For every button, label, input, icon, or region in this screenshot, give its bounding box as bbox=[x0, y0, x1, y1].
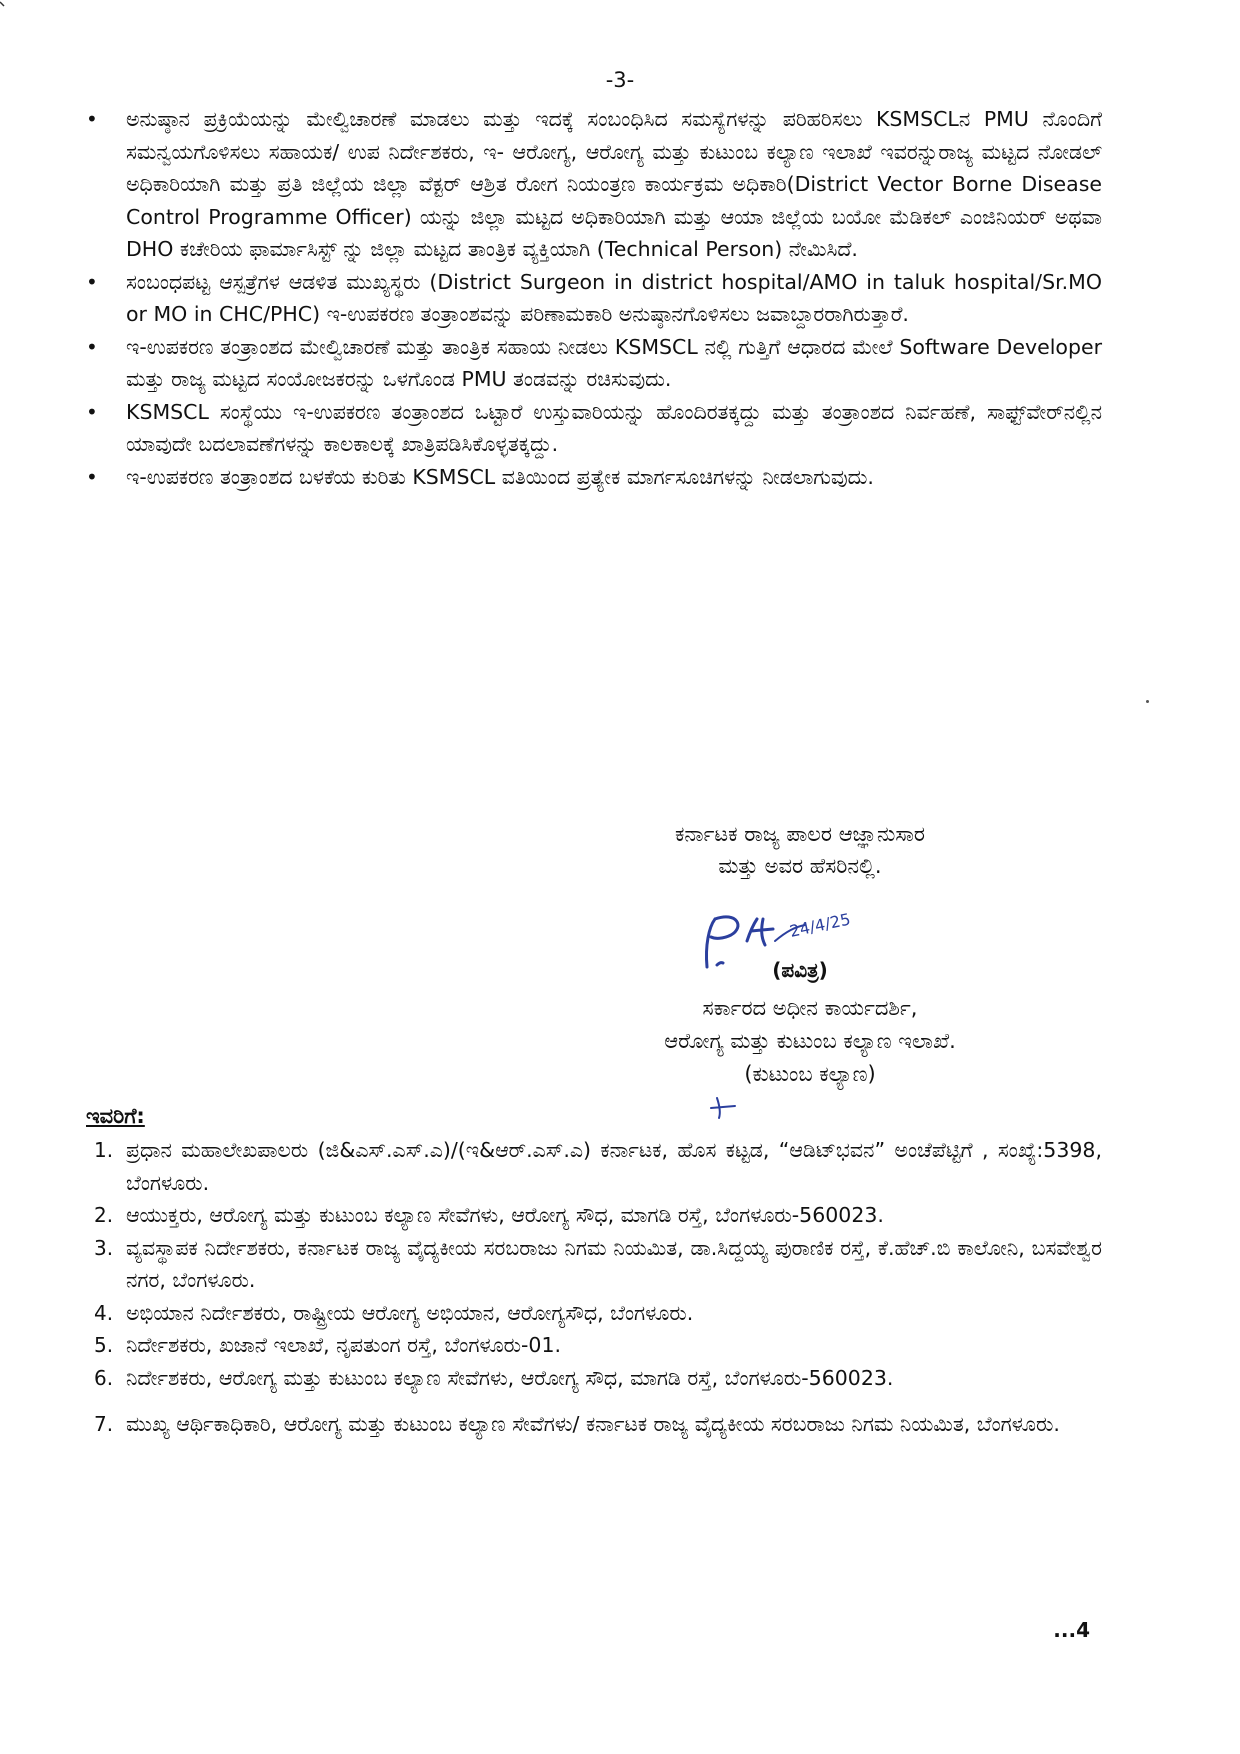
recipient-number: 5. bbox=[94, 1333, 114, 1357]
bullet-text: KSMSCL ಸಂಸ್ಥೆಯು ಇ-ಉಪಕರಣ ತಂತ್ರಾಂಶದ ಒಟ್ಟಾರೆ ಉಸ್ತುವಾರಿಯನ್ನು ಹೊಂದಿರತಕ್ಕದ್ದು ಮತ್ತು ತಂತ್ರಾಂಶದ ನಿರ್ವಹಣೆ, ಸಾಫ್ಟ್‌ವೇರ್‌ನಲ್ಲಿನ ಯಾವುದೇ ಬದಲಾವಣೆಗಳನ್ನು ಕಾಲಕಾಲಕ್ಕೆ ಖಾತ್ರಿಪಡಿಸಿಕೊಳ್ಳತಕ್ಕದ್ದು. bbox=[126, 399, 1102, 456]
list-item bbox=[86, 1329, 1102, 1362]
signer-designation: ಸರ್ಕಾರದ ಅಧೀನ ಕಾರ್ಯದರ್ಶಿ, bbox=[702, 996, 918, 1020]
list-item bbox=[86, 1297, 1102, 1330]
list-item bbox=[86, 1362, 1102, 1395]
list-item bbox=[86, 103, 1102, 266]
bullet-list bbox=[86, 103, 1102, 493]
signer-department: ಆರೋಗ್ಯ ಮತ್ತು ಕುಟುಂಬ ಕಲ್ಯಾಣ ಇಲಾಖೆ. bbox=[664, 1029, 956, 1053]
list-item bbox=[86, 331, 1102, 396]
signer-name: (ಪವಿತ್ರ) bbox=[772, 958, 828, 982]
recipient-number: 7. bbox=[94, 1412, 114, 1436]
recipient-text: ನಿರ್ದೇಶಕರು, ಆರೋಗ್ಯ ಮತ್ತು ಕುಟುಂಬ ಕಲ್ಯಾಣ ಸೇವೆಗಳು, ಆರೋಗ್ಯ ಸೌಧ, ಮಾಗಡಿ ರಸ್ತೆ, ಬೆಂಗಳೂರು-560023. bbox=[126, 1365, 894, 1390]
recipients-heading: ಇವರಿಗೆ: bbox=[86, 1104, 145, 1128]
bullet-marker: • bbox=[86, 399, 98, 424]
signer-block bbox=[560, 992, 1060, 1091]
list-item bbox=[86, 266, 1102, 331]
list-item bbox=[86, 396, 1102, 461]
bullet-marker: • bbox=[86, 107, 98, 131]
list-item bbox=[86, 1134, 1102, 1199]
recipient-list bbox=[86, 1134, 1102, 1441]
recipient-number: 2. bbox=[94, 1203, 114, 1227]
recipient-text: ಅಭಿಯಾನ ನಿರ್ದೇಶಕರು, ರಾಷ್ಟ್ರೀಯ ಆರೋಗ್ಯ ಅಭಿಯಾನ, ಆರೋಗ್ಯಸೌಧ, ಬೆಂಗಳೂರು. bbox=[126, 1300, 694, 1325]
order-line-1: ಕರ್ನಾಟಕ ರಾಜ್ಯ ಪಾಲರ ಆಜ್ಞಾನುಸಾರ bbox=[674, 822, 926, 846]
order-attribution bbox=[520, 818, 1080, 882]
bullet-text: ಅನುಷ್ಠಾನ ಪ್ರಕ್ರಿಯೆಯನ್ನು ಮೇಲ್ವಿಚಾರಣೆ ಮಾಡಲು ಮತ್ತು ಇದಕ್ಕೆ ಸಂಬಂಧಿಸಿದ ಸಮಸ್ಯೆಗಳನ್ನು ಪರಿಹರಿಸಲು KSMSCLನ PMU ನೊಂದಿಗೆ ಸಮನ್ವಯಗೊಳಿಸಲು ಸಹಾಯಕ/ ಉಪ ನಿರ್ದೇಶಕರು, ಇ- ಆರೋಗ್ಯ, ಆರೋಗ್ಯ ಮತ್ತು ಕುಟುಂಬ ಕಲ್ಯಾಣ ಇಲಾಖೆ ಇವರನ್ನುರಾಜ್ಯ ಮಟ್ಟದ ನೋಡಲ್ ಅಧಿಕಾರಿಯಾಗಿ ಮತ್ತು ಪ್ರತಿ ಜಿಲ್ಲೆಯ ಜಿಲ್ಲಾ ವೆಕ್ಟರ್ ಆಶ್ರಿತ ರೋಗ ನಿಯಂತ್ರಣ ಕಾರ್ಯಕ್ರಮ ಅಧಿಕಾರಿ(District Vector Borne Disease Control Programme Officer) ಯನ್ನು ಜಿಲ್ಲಾ ಮಟ್ಟದ ಅಧಿಕಾರಿಯಾಗಿ ಮತ್ತು ಆಯಾ ಜಿಲ್ಲೆಯ ಬಯೋ ಮೆಡಿಕಲ್ ಎಂಜಿನಿಯರ್ ಅಥವಾ DHO ಕಚೇರಿಯ ಫಾರ್ಮಾಸಿಸ್ಟ್ ನ್ನು ಜಿಲ್ಲಾ ಮಟ್ಟದ ತಾಂತ್ರಿಕ ವ್ಯಕ್ತಿಯಾಗಿ (Technical Person) ನೇಮಿಸಿದೆ. bbox=[126, 107, 1102, 261]
bullet-text: ಇ-ಉಪಕರಣ ತಂತ್ರಾಂಶದ ಮೇಲ್ವಿಚಾರಣೆ ಮತ್ತು ತಾಂತ್ರಿಕ ಸಹಾಯ ನೀಡಲು KSMSCL ನಲ್ಲಿ ಗುತ್ತಿಗೆ ಆಧಾರದ ಮೇಲೆ Software Developer ಮತ್ತು ರಾಜ್ಯ ಮಟ್ಟದ ಸಂಯೋಜಕರನ್ನು ಒಳಗೊಂಡ PMU ತಂಡವನ್ನು ರಚಿಸುವುದು. bbox=[126, 334, 1102, 391]
initial-mark bbox=[703, 1092, 739, 1120]
continued-page-marker: ...4 bbox=[1053, 1618, 1090, 1642]
order-line-2: ಮತ್ತು ಅವರ ಹೆಸರಿನಲ್ಲಿ. bbox=[718, 854, 882, 878]
page-number: -3- bbox=[605, 68, 635, 92]
recipient-number: 1. bbox=[94, 1138, 114, 1162]
list-item bbox=[86, 1232, 1102, 1297]
list-item bbox=[86, 1199, 1102, 1232]
scan-speck bbox=[1146, 700, 1149, 703]
recipient-text: ವ್ಯವಸ್ಥಾಪಕ ನಿರ್ದೇಶಕರು, ಕರ್ನಾಟಕ ರಾಜ್ಯ ವೈದ್ಯಕೀಯ ಸರಬರಾಜು ನಿಗಮ ನಿಯಮಿತ, ಡಾ.ಸಿದ್ದಯ್ಯ ಪುರಾಣಿಕ ರಸ್ತೆ, ಕೆ.ಹೆಚ್.ಬಿ ಕಾಲೋನಿ, ಬಸವೇಶ್ವರ ನಗರ, ಬೆಂಗಳೂರು. bbox=[126, 1235, 1102, 1292]
recipient-number: 4. bbox=[94, 1300, 114, 1325]
bullet-marker: • bbox=[86, 269, 98, 294]
signature-date: 24/4/25 bbox=[787, 909, 853, 941]
recipient-text: ಮುಖ್ಯ ಆರ್ಥಿಕಾಧಿಕಾರಿ, ಆರೋಗ್ಯ ಮತ್ತು ಕುಟುಂಬ ಕಲ್ಯಾಣ ಸೇವೆಗಳು/ ಕರ್ನಾಟಕ ರಾಜ್ಯ ವೈದ್ಯಕೀಯ ಸರಬರಾಜು ನಿಗಮ ನಿಯಮಿತ, ಬೆಂಗಳೂರು. bbox=[126, 1412, 1060, 1436]
bullet-marker: • bbox=[86, 464, 98, 489]
list-item bbox=[86, 1408, 1102, 1441]
recipient-text: ನಿರ್ದೇಶಕರು, ಖಜಾನೆ ಇಲಾಖೆ, ನೃಪತುಂಗ ರಸ್ತೆ, ಬೆಂಗಳೂರು-01. bbox=[126, 1333, 562, 1357]
recipient-number: 6. bbox=[94, 1365, 114, 1390]
bullet-text: ಸಂಬಂಧಪಟ್ಟ ಆಸ್ಪತ್ರೆಗಳ ಆಡಳಿತ ಮುಖ್ಯಸ್ಥರು (District Surgeon in district hospital/AMO in taluk hospital/Sr.MO or MO in CHC/PHC) ಇ-ಉಪಕರಣ ತಂತ್ರಾಂಶವನ್ನು ಪರಿಣಾಮಕಾರಿ ಅನುಷ್ಠಾನಗೊಳಿಸಲು ಜವಾಬ್ದಾರರಾಗಿರುತ್ತಾರೆ. bbox=[126, 269, 1102, 326]
signer-section: (ಕುಟುಂಬ ಕಲ್ಯಾಣ) bbox=[744, 1062, 876, 1086]
bullet-text: ಇ-ಉಪಕರಣ ತಂತ್ರಾಂಶದ ಬಳಕೆಯ ಕುರಿತು KSMSCL ವತಿಯಿಂದ ಪ್ರತ್ಯೇಕ ಮಾರ್ಗಸೂಚಿಗಳನ್ನು ನೀಡಲಾಗುವುದು. bbox=[126, 464, 874, 489]
recipient-text: ಪ್ರಧಾನ ಮಹಾಲೇಖಪಾಲರು (ಜಿ&ಎಸ್.ಎಸ್.ಎ)/(ಇ&ಆರ್.ಎಸ್.ಎ) ಕರ್ನಾಟಕ, ಹೊಸ ಕಟ್ಟಡ, “ಆಡಿಟ್‌ಭವನ” ಅಂಚೆಪೆಟ್ಟಿಗೆ , ಸಂಖ್ಯೆ:5398, ಬೆಂಗಳೂರು. bbox=[126, 1138, 1102, 1195]
list-item bbox=[86, 461, 1102, 494]
scan-corner-mark bbox=[0, 0, 6, 20]
recipient-number: 3. bbox=[94, 1235, 114, 1260]
recipient-text: ಆಯುಕ್ತರು, ಆರೋಗ್ಯ ಮತ್ತು ಕುಟುಂಬ ಕಲ್ಯಾಣ ಸೇವೆಗಳು, ಆರೋಗ್ಯ ಸೌಧ, ಮಾಗಡಿ ರಸ್ತೆ, ಬೆಂಗಳೂರು-560023. bbox=[126, 1203, 884, 1227]
bullet-marker: • bbox=[86, 334, 98, 359]
